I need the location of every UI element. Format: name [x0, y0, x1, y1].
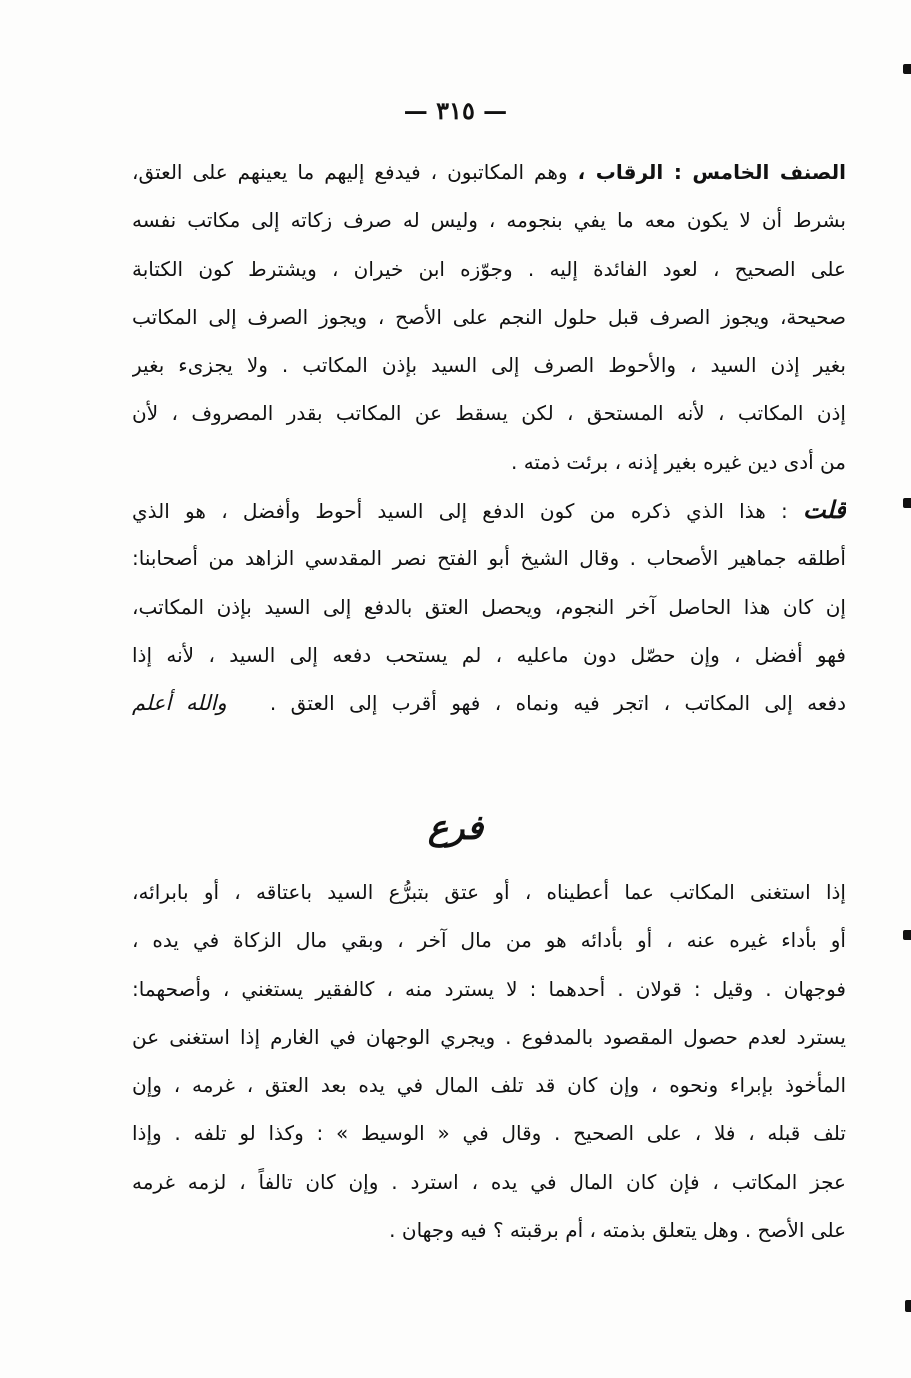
- qult-label: قلت: [803, 496, 846, 524]
- text-line: عجز المكاتب ، فإن كان المال في يده ، استرد . وإن كان تالفاً ، لزمه غرمه: [132, 1169, 846, 1194]
- margin-mark: [903, 930, 911, 940]
- margin-mark: [903, 498, 911, 508]
- text-line: دفعه إلى المكاتب ، اتجر فيه ونماه ، فهو أقرب إلى العتق . والله أعلم: [132, 691, 846, 716]
- text-line: على الصحيح ، لعود الفائدة إليه . وجوّزه ابن خيران ، ويشترط كون الكتابة: [132, 256, 846, 281]
- text-line: إذا استغنى المكاتب عما أعطيناه ، أو عتق بتبرُّع السيد باعتاقه ، أو بابرائه،: [132, 880, 846, 904]
- text-line: صحيحة، ويجوز الصرف قبل حلول النجم على الأصح ، ويجوز الصرف إلى المكاتب: [132, 304, 846, 329]
- text-line: إذن المكاتب ، لأنه المستحق ، لكن يسقط عن المكاتب بقدر المصروف ، لأن: [132, 401, 846, 426]
- text-line: على الأصح . وهل يتعلق بذمته ، أم برقبته ؟ فيه وجهان .: [389, 1218, 846, 1243]
- text-line: قلت : هذا الذي ذكره من كون الدفع إلى السيد أحوط وأفضل ، هو الذي: [132, 496, 846, 524]
- page-number: — ٣١٥ —: [403, 96, 508, 125]
- text-line: بغير إذن السيد ، والأحوط الصرف إلى السيد بإذن المكاتب . ولا يجزىء بغير: [132, 353, 846, 378]
- text-line: أطلقه جماهير الأصحاب . وقال الشيخ أبو الفتح نصر المقدسي الزاهد من أصحابنا:: [132, 546, 846, 571]
- paragraph-riqab: [132, 148, 846, 486]
- text-line: أو بأداء غيره عنه ، أو بأدائه هو من مال آخر ، وبقي مال الزكاة في يده ،: [132, 928, 846, 953]
- closing-formula: والله أعلم: [132, 691, 227, 716]
- section-heading: فرع: [427, 808, 484, 848]
- paragraph-lead: الصنف الخامس : الرقاب ،: [577, 160, 846, 184]
- margin-mark: [905, 1300, 911, 1312]
- text-line: بشرط أن لا يكون معه ما يفي بنجومه ، وليس له صرف زكاته إلى مكاتب نفسه: [132, 208, 846, 233]
- text-line: المأخوذ بإبراء ونحوه ، وإن كان قد تلف المال في يده بعد العتق ، غرمه ، وإن: [132, 1073, 846, 1098]
- paragraph-qult: [132, 486, 846, 727]
- text-line: إن كان هذا الحاصل آخر النجوم، ويحصل العتق بالدفع إلى السيد بإذن المكاتب،: [132, 594, 846, 619]
- text-line: فهو أفضل ، وإن حصّل دون ماعليه ، لم يستحب دفعه إلى السيد ، لأنه إذا: [132, 642, 846, 667]
- text-line: يسترد لعدم حصول المقصود بالمدفوع . ويجري الوجهان في الغارم إذا استغنى عن: [132, 1024, 846, 1049]
- text-line: فوجهان . وقيل : قولان . أحدهما : لا يسترد منه ، كالفقير يستغني ، وأصحهما:: [132, 976, 846, 1001]
- text-line: الصنف الخامس : الرقاب ، وهم المكاتبون ، فيدفع إليهم ما يعينهم على العتق،: [132, 160, 846, 184]
- margin-mark: [903, 64, 911, 74]
- text-line: من أدى دين غيره بغير إذنه ، برئت ذمته .: [510, 449, 846, 474]
- paragraph-far: [132, 868, 846, 1254]
- text-line: تلف قبله ، فلا ، على الصحيح . وقال في « الوسيط » : وكذا لو تلفه . وإذا: [132, 1121, 846, 1146]
